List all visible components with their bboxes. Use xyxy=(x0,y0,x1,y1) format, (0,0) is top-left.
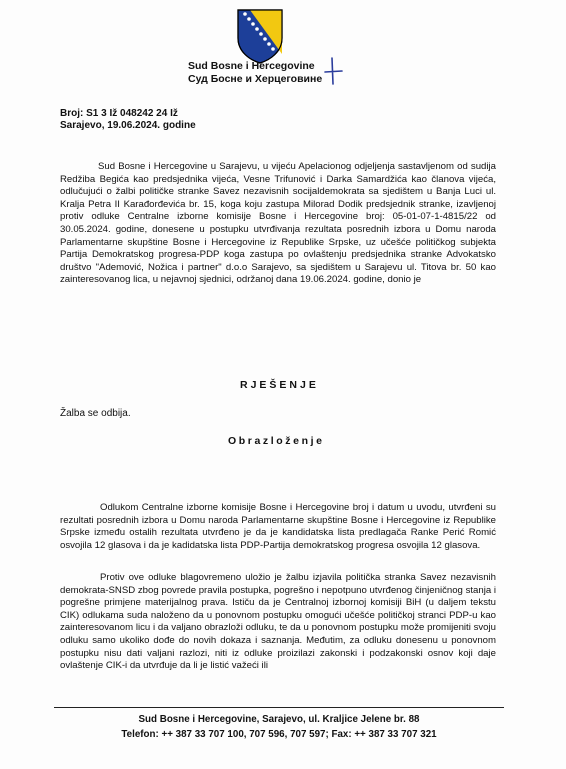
footer-address: Sud Bosne i Hercegovine, Sarajevo, ul. Kraljice Jelene br. 88 xyxy=(138,714,420,725)
reference-block xyxy=(60,108,196,132)
case-number: Broj: S1 3 Iž 048242 24 Iž xyxy=(60,108,178,119)
court-name xyxy=(188,60,338,86)
footer xyxy=(54,712,504,742)
coat-of-arms-icon xyxy=(234,8,286,64)
signature-mark-icon xyxy=(322,56,344,88)
decision-heading: RJEŠENJE xyxy=(240,379,319,391)
place-date: Sarajevo, 19.06.2024. godine xyxy=(60,120,196,131)
reasoning-paragraph-1: Odlukom Centralne izborne komisije Bosne i Hercegovine broj i datum u uvodu, utvrđeni su rezultati posrednih izbora u Domu naroda Parlamentarne skupštine Bosne i Hercegovine iz Republike Srpske između ostalih rezultata utvrđeno je da je kandidatska lista predlagača Ranke Perić Romić osvojila 12 glasova i da je kadidatska lista PDP-Partija demokratskog progresa osvojila 12 glasova. xyxy=(60,502,496,551)
reasoning-paragraph-2: Protiv ove odluke blagovremeno uložio je žalbu izjavila politička stranka Savez nezavisnih demokrata-SNSD zbog povrede pravila postupka, pogrešno i nepotpuno utvrđenog činjeničnog stanja i pogrešne primjene materijalnog prava. Ističu da je Centralnoj izbornoj komisiji BiH (u daljem tekstu CIK) odlukama suda naloženo da u ponovnom postupku omogući učešće političkoj stranci PDP-u kao zainteresovanom licu i da valjano obrazloži odluku, te da u ponovnom postupku može promijeniti svoju odluku samo ukoliko dođe do novih dokaza i saznanja. Međutim, za odluku donesenu u ponovnom postupku nisu dati valjani razlozi, niti iz odluke proizilazi zakonski i podzakonski osnov koji daje ovlaštenje CIK-i da utvrđuje da li je listić važeći ili xyxy=(60,572,496,672)
footer-divider xyxy=(54,707,504,708)
court-name-cyrillic: Суд Босне и Херцеговине xyxy=(188,73,323,85)
decision-text: Žalba se odbija. xyxy=(60,408,131,419)
reasoning-heading: Obrazloženje xyxy=(228,435,325,447)
intro-paragraph: Sud Bosne i Hercegovine u Sarajevu, u vijeću Apelacionog odjeljenja sastavljenom od sudija Redžiba Begića kao predsjednika vijeća, Vesne Trifunović i Darka Samardžića kao članova vijeća, odlučujući o žalbi političke stranke Savez nezavisnih socijaldemokrata sa sjedištem u Banja Luci ul. Kralja Petra II Karađorđevića br. 15, koga koju zastupa Milorad Dodik predsjednik stranke, izavljenoj protiv odluke Centralne izborne komisije Bosne i Hercegovine broj: 05-01-07-1-4815/22 od 30.05.2024. godine, donesene u postupku utvrđivanja rezultata posrednih izbora u Domu naroda Parlamentarne skupštine Bosne i Hercegovine iz Republike Srpske, uz učešće političkog subjekta Partija Demokratskog progresa-PDP koga zastupa po ovlaštenju predsjednika stranke Advokatsko društvo "Ademović, Nožica i partner" d.o.o Sarajevo, sa sjedištem u Sarajevu ul. Titova br. 50 kao zainteresovanog lica, u nejavnoj sjednici, održanoj dana 19.06.2024. godine, donio je xyxy=(60,161,496,286)
footer-contact: Telefon: ++ 387 33 707 100, 707 596, 707 597; Fax: ++ 387 33 707 321 xyxy=(121,729,437,740)
court-name-latin: Sud Bosne i Hercegovine xyxy=(188,60,315,72)
